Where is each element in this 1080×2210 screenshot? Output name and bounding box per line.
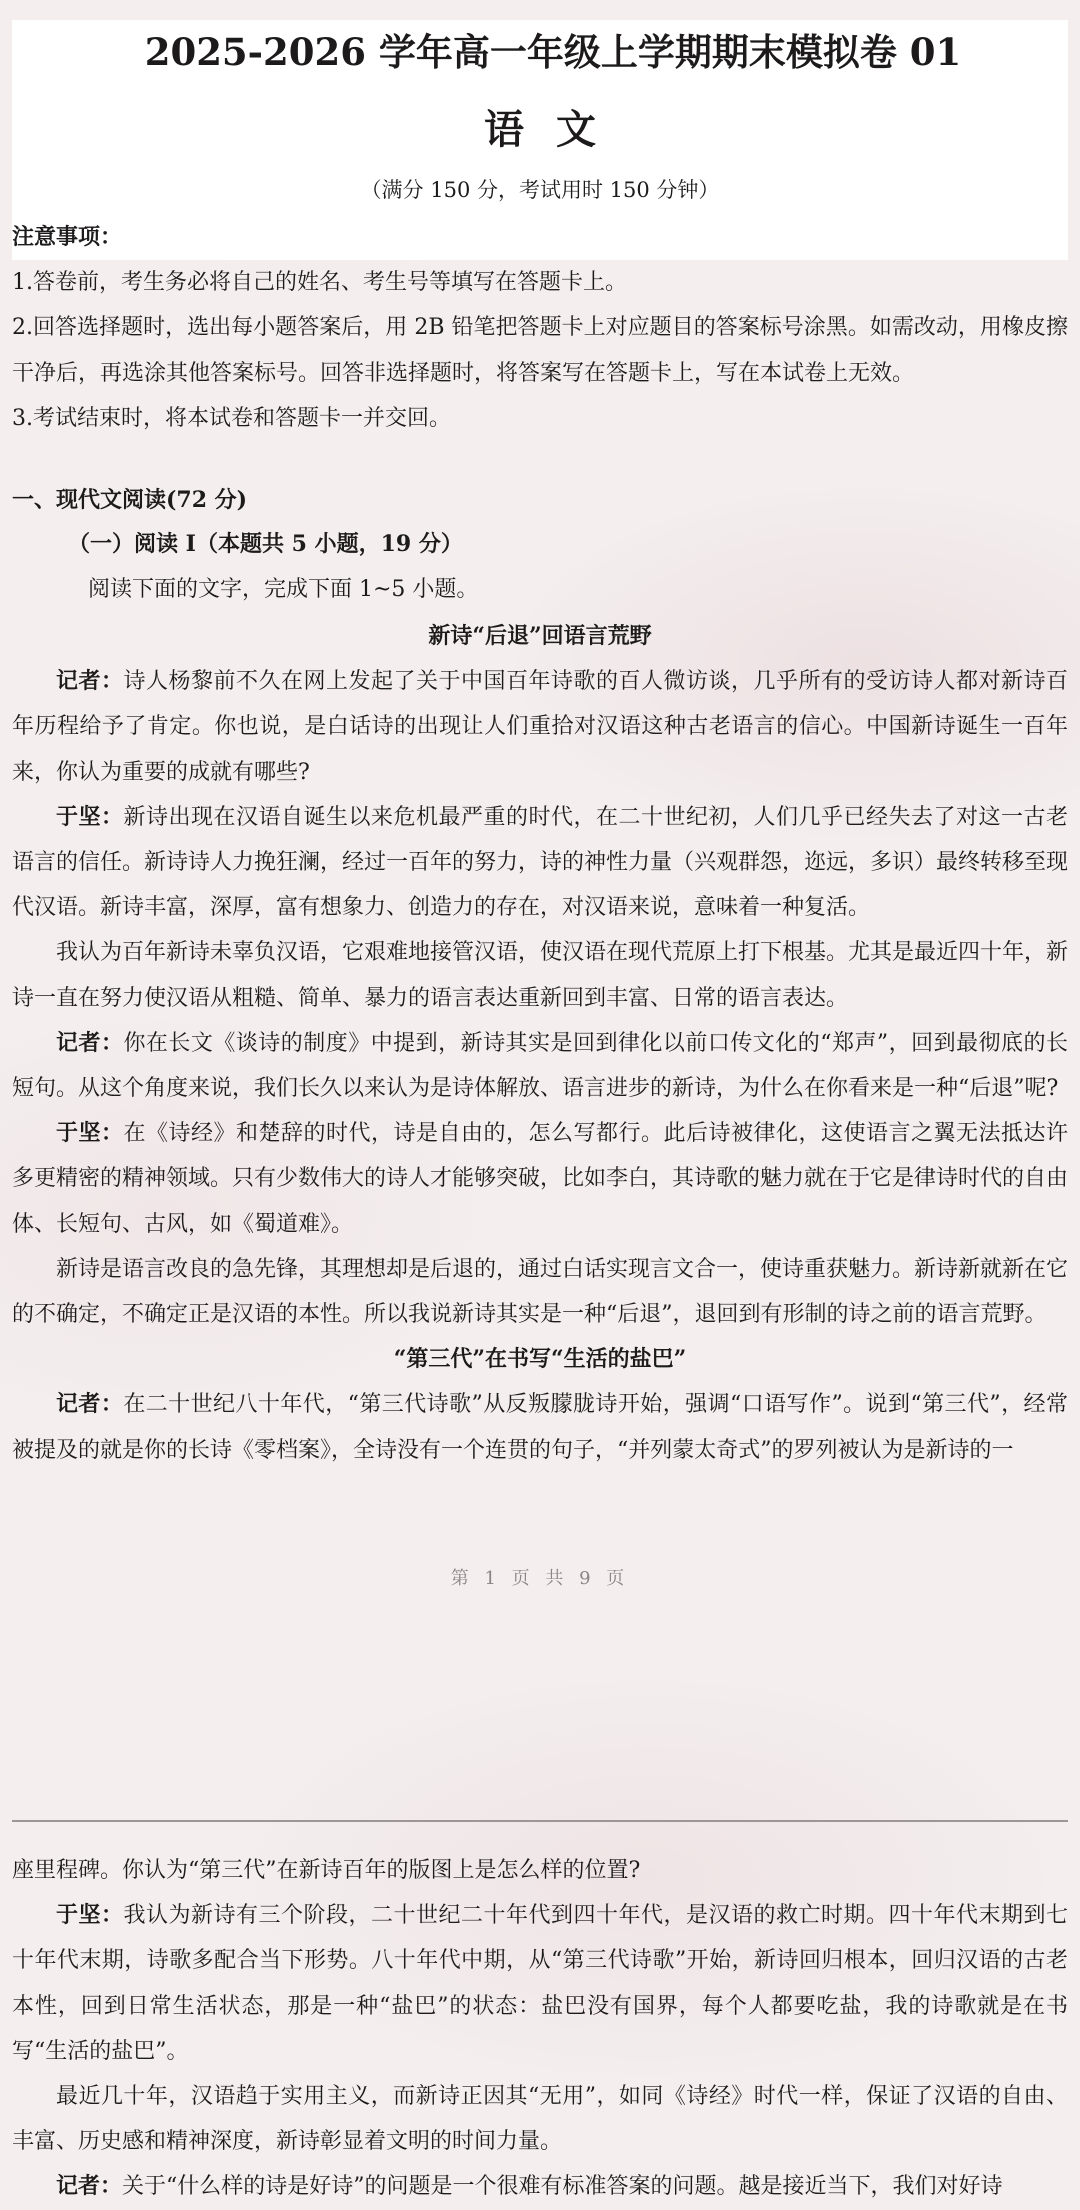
section1-heading-block bbox=[12, 484, 1068, 516]
paragraph-text: 在二十世纪八十年代，“第三代诗歌”从反叛朦胧诗开始，强调“口语写作”。说到“第三代”，经常被提及的就是你的长诗《零档案》，全诗没有一个连贯的句子，“并列蒙太奇式”的罗列被认为是新诗的一 bbox=[12, 1392, 1068, 1463]
paragraph: 最近几十年，汉语趋于实用主义，而新诗正因其“无用”，如同《诗经》时代一样，保证了汉语的自由、丰富、历史感和精神深度，新诗彰显着文明的时间力量。 bbox=[12, 2084, 1068, 2155]
paragraph-text: 关于“什么样的诗是好诗”的问题是一个很难有标准答案的问题。越是接近当下，我们对好诗 bbox=[122, 2174, 1003, 2200]
paragraph-text: 诗人杨黎前不久在网上发起了关于中国百年诗歌的百人微访谈，几乎所有的受访诗人都对新诗百年历程给予了肯定。你也说，是白话诗的出现让人们重拾对汉语这种古老语言的信心。中国新诗诞生一百年来，你认为重要的成就有哪些? bbox=[12, 669, 1068, 785]
notes-heading: 注意事项： bbox=[12, 224, 123, 250]
paragraph-text: 你在长文《谈诗的制度》中提到，新诗其实是回到律化以前口传文化的“郑声”，回到最彻底的长短句。从这个角度来说，我们长久以来认为是诗体解放、语言进步的新诗，为什么在你看来是一种“后退”呢? bbox=[12, 1030, 1068, 1102]
article-subtitle: “第三代”在书写“生活的盐巴” bbox=[393, 1346, 687, 1373]
exam-title: 2025-2026 学年高一年级上学期期末模拟卷 01 bbox=[144, 30, 962, 74]
note-item: 2.回答选择题时，选出每小题答案后，用 2B 铅笔把答题卡上对应题目的答案标号涂黑。如需改动，用橡皮擦干净后，再选涂其他答案标号。回答非选择题时，将答案写在答题卡上，写在本试卷上无效。 bbox=[12, 315, 1068, 386]
reading-instruction: 阅读下面的文字，完成下面 1~5 小题。 bbox=[88, 577, 479, 602]
subsection-heading: （一）阅读 I（本题共 5 小题，19 分） bbox=[68, 531, 463, 557]
paragraph-text: 在《诗经》和楚辞的时代，诗是自由的，怎么写都行。此后诗被律化，这使语言之翼无法抵达许多更精密的精神领域。只有少数伟大的诗人才能够突破，比如李白，其诗歌的魅力就在于它是律诗时代的自由体、长短句、古风，如《蜀道难》。 bbox=[12, 1121, 1069, 1237]
paragraph: 我认为百年新诗未辜负汉语，它艰难地接管汉语，使汉语在现代荒原上打下根基。尤其是最近四十年，新诗一直在努力使汉语从粗糙、简单、暴力的语言表达重新回到丰富、日常的语言表达。 bbox=[12, 940, 1069, 1011]
paragraph-text: 新诗出现在汉语自诞生以来危机最严重的时代，在二十世纪初，人们几乎已经失去了对这一古老语言的信任。新诗诗人力挽狂澜，经过一百年的努力，诗的神性力量（兴观群怨，迩远，多识）最终转移至现代汉语。新诗丰富，深厚，富有想象力、创造力的存在，对汉语来说，意味着一种复活。 bbox=[12, 804, 1069, 921]
speaker-label: 于坚： bbox=[56, 1902, 124, 1929]
paragraph: 新诗是语言改良的急先锋，其理想却是后退的，通过白话实现言文合一，使诗重获魅力。新诗新就新在它的不确定，不确定正是汉语的本性。所以我说新诗其实是一种“后退”，退回到有形制的诗之前的语言荒野。 bbox=[12, 1256, 1069, 1328]
section-heading: 一、现代文阅读(72 分) bbox=[12, 487, 248, 513]
paragraph bbox=[12, 2164, 1068, 2209]
page-footer: 第 1 页 共 9 页 bbox=[450, 1568, 630, 1589]
paragraph-text: 我认为新诗有三个阶段，二十世纪二十年代到四十年代，是汉语的救亡时期。四十年代末期到七十年代末期，诗歌多配合当下形势。八十年代中期，从“第三代诗歌”开始，新诗回归根本，回归汉语的古老本性，回到日常生活状态，那是一种“盐巴”的状态：盐巴没有国界，每个人都要吃盐，我的诗歌就是在书写“生活的盐巴”。 bbox=[12, 1903, 1068, 2064]
paragraph bbox=[12, 795, 1068, 931]
speaker-label: 记者： bbox=[56, 2173, 123, 2200]
speaker-label: 记者： bbox=[56, 1029, 124, 1056]
article-title: 新诗“后退”回语言荒野 bbox=[428, 623, 652, 649]
subject-title: 语文 bbox=[484, 106, 628, 153]
article-body bbox=[12, 614, 1068, 1473]
subsection-heading-block bbox=[68, 528, 1068, 560]
page-divider bbox=[12, 1820, 1068, 1822]
notes-section bbox=[12, 215, 1068, 441]
paragraph bbox=[12, 1382, 1068, 1472]
instruction-block bbox=[88, 572, 1068, 608]
speaker-label: 记者： bbox=[56, 668, 124, 695]
paragraph: 座里程碑。你认为“第三代”在新诗百年的版图上是怎么样的位置? bbox=[12, 1858, 641, 1883]
speaker-label: 于坚： bbox=[56, 1120, 124, 1147]
score-info: （满分 150 分，考试用时 150 分钟） bbox=[360, 178, 720, 202]
speaker-label: 记者： bbox=[56, 1391, 124, 1418]
note-item: 1.答卷前，考生务必将自己的姓名、考生号等填写在答题卡上。 bbox=[12, 270, 627, 296]
paragraph bbox=[12, 1893, 1068, 2074]
page2-body bbox=[12, 1848, 1068, 2210]
note-item: 3.考试结束时，将本试卷和答题卡一并交回。 bbox=[12, 405, 451, 431]
paragraph bbox=[12, 1111, 1068, 1247]
paragraph bbox=[12, 659, 1068, 795]
speaker-label: 于坚： bbox=[56, 803, 124, 830]
paragraph bbox=[12, 1021, 1068, 1111]
